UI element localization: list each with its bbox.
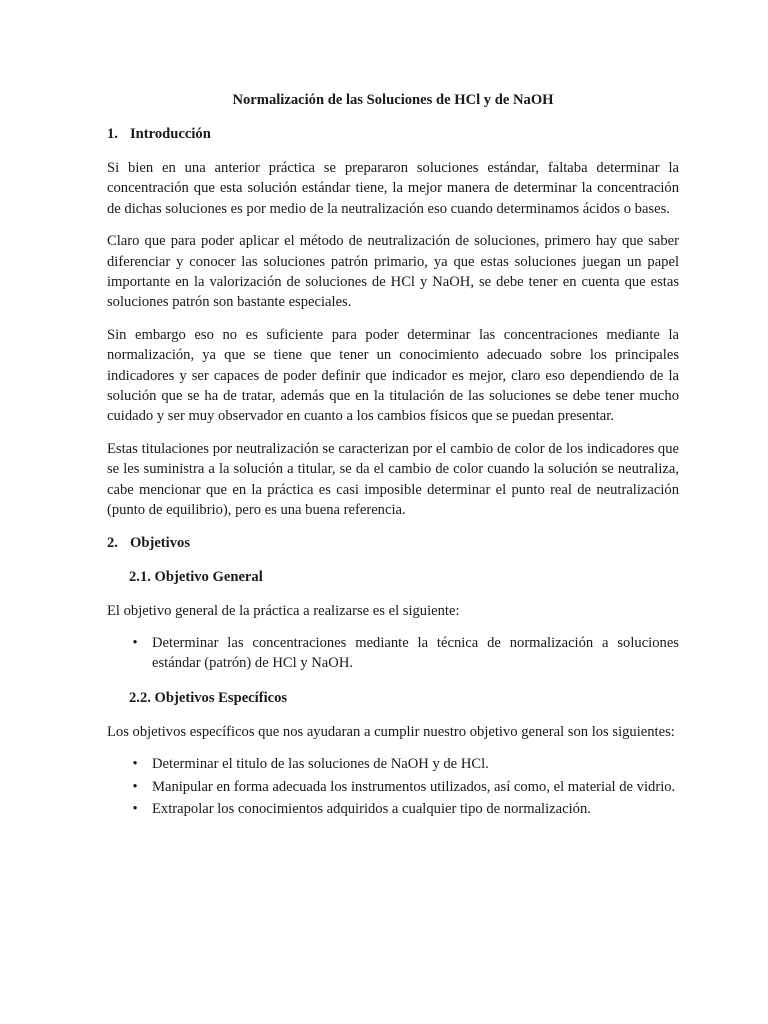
list-item-text: Determinar el titulo de las soluciones de NaOH y de HCl. [152,756,489,773]
document-title: Normalización de las Soluciones de HCl y de NaOH [232,92,554,108]
bullet-icon: • [132,800,138,817]
document-page [107,90,679,833]
objetivo-general-intro: El objetivo general de la práctica a realizarse es el siguiente: [107,602,460,619]
objetivo-general-list [107,633,679,674]
bullet-icon: • [132,756,138,773]
intro-paragraph-4: Estas titulaciones por neutralización se caracterizan por el cambio de color de los indicadores que se les suministra a la solución a titular, se da el cambio de color cuando la solución se neutraliza, cabe mencionar que en la práctica es casi imposible determinar el punto real de neutralización (punto de equilibrio), pero es una buena referencia. [107,440,679,519]
list-item-text: Extrapolar los conocimientos adquiridos a cualquier tipo de normalización. [152,800,591,817]
intro-paragraph-3: Sin embargo eso no es suficiente para poder determinar las concentraciones mediante la normalización, ya que se tiene que tener un conocimiento adecuado sobre los principales indicadores y ser capaces de poder definir que indicador es mejor, claro eso dependiendo de la solución que se ha de tratar, además que en la titulación de las soluciones se debe tener mucho cuidado y ser muy observador en cuanto a los cambios físicos que se puedan presentar. [107,326,679,425]
section-heading-text: Introducción [130,126,211,142]
objetivos-especificos-intro: Los objetivos específicos que nos ayudaran a cumplir nuestro objetivo general son los siguientes: [107,723,675,740]
bullet-icon: • [132,778,138,795]
list-item [107,777,679,797]
section-heading-text: Objetivos [130,534,190,551]
bullet-icon: • [132,634,138,651]
list-item-text: Manipular en forma adecuada los instrumentos utilizados, así como, el material de vidrio. [152,778,676,795]
subsection-heading-objetivo-general: 2.1. Objetivo General [129,568,263,585]
section-number: 1. [107,126,118,142]
section-number: 2. [107,534,118,551]
section-heading-objetivos [107,533,679,553]
subsection-heading-objetivos-especificos: 2.2. Objetivos Específicos [129,689,288,706]
intro-paragraph-2: Claro que para poder aplicar el método de neutralización de soluciones, primero hay que saber diferenciar y conocer las soluciones patrón primario, ya que estas soluciones juegan un papel importante en la valorización de soluciones de HCl y NaOH, se debe tener en cuenta que estas soluciones patrón son bastante especiales. [107,233,679,311]
section-heading-introduccion [107,124,679,144]
intro-paragraph-1: Si bien en una anterior práctica se prepararon soluciones estándar, faltaba determinar la concentración que esta solución estándar tiene, la mejor manera de determinar la concentración de dichas soluciones es por medio de la neutralización eso cuando determinamos ácidos o bases. [107,160,679,217]
list-item [107,633,679,674]
list-item [107,799,679,819]
list-item [107,754,679,774]
list-item-text: Determinar las concentraciones mediante la técnica de normalización a soluciones estándar (patrón) de HCl y NaOH. [152,634,679,672]
objetivos-especificos-list [107,754,679,819]
